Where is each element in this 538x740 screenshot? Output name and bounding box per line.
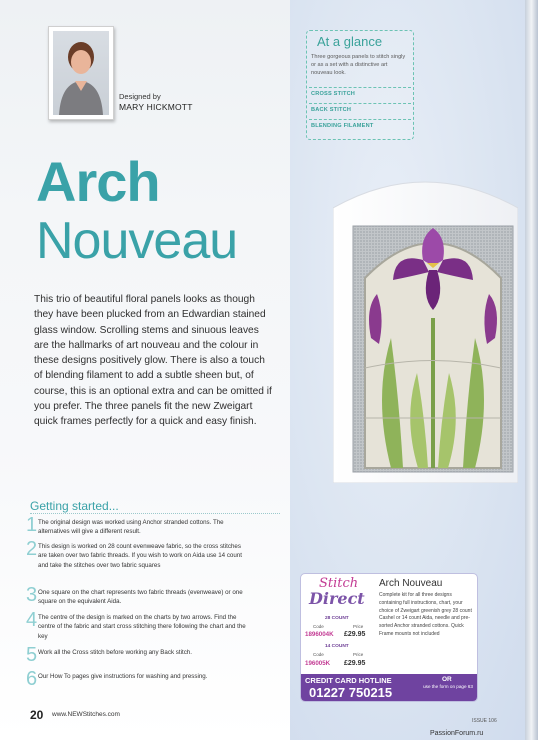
stitch-direct-logo-line2: Direct bbox=[309, 589, 365, 608]
stitched-card-image bbox=[333, 168, 518, 483]
designer-photo bbox=[48, 26, 114, 120]
kit-name: Arch Nouveau bbox=[379, 578, 443, 589]
step-text: The original design was worked using Anchor stranded cottons. The alternatives will give a different result. bbox=[38, 519, 224, 536]
page-title-line1: Arch bbox=[36, 150, 160, 213]
page-number: 20 bbox=[30, 708, 44, 722]
product-code[interactable]: 1896004K bbox=[305, 631, 334, 638]
stitch-direct-price-panel bbox=[301, 574, 375, 674]
getting-started-heading: Getting started... bbox=[30, 499, 119, 513]
code-label: Code bbox=[313, 652, 324, 657]
price-label: Price bbox=[353, 652, 364, 657]
glance-item-label: CROSS STITCH bbox=[311, 91, 356, 97]
credit-card-hotline-bar bbox=[301, 674, 477, 701]
page-spine bbox=[525, 0, 538, 740]
kit-description: Complete kit for all three designs containing full instructions, chart, your choice of Zweigart greenish grey 28 count Cashel or 14 count Aida, needle and pre-sorted Anchor stranded cottons. Quick Frame mounts not included bbox=[379, 592, 472, 637]
designer-name: MARY HICKMOTT bbox=[119, 102, 193, 112]
product-code[interactable]: 196005K bbox=[305, 660, 331, 667]
step-number: 2 bbox=[26, 538, 38, 560]
issue-number: ISSUE 106 bbox=[472, 718, 497, 724]
glance-item-label: BLENDING FILAMENT bbox=[311, 123, 374, 129]
or-label: OR bbox=[442, 676, 452, 683]
website-link[interactable]: www.NEWStitches.com bbox=[52, 711, 120, 718]
hotline-label: CREDIT CARD HOTLINE bbox=[305, 676, 392, 685]
step-number: 1 bbox=[26, 514, 38, 536]
price-label: Price bbox=[353, 624, 364, 629]
step-number: 6 bbox=[26, 668, 38, 690]
at-a-glance-box bbox=[306, 30, 414, 140]
at-a-glance-title: At a glance bbox=[317, 34, 383, 49]
option-heading: 14 COUNT bbox=[325, 644, 349, 649]
getting-started-divider bbox=[30, 513, 280, 514]
designed-by-label: Designed by bbox=[119, 92, 161, 101]
site-watermark: PassionForum.ru bbox=[430, 730, 484, 737]
page-title-line2: Nouveau bbox=[36, 212, 238, 270]
arch-card-illustration bbox=[333, 168, 518, 483]
step-number: 3 bbox=[26, 584, 38, 606]
glance-item-blending-filament bbox=[309, 119, 411, 133]
order-form-note: use the form on page 63 bbox=[423, 684, 473, 689]
stitch-direct-box bbox=[300, 573, 478, 702]
stitch-direct-logo-line1: Stitch bbox=[319, 576, 359, 591]
glance-item-back-stitch bbox=[309, 103, 411, 117]
designer-portrait-image bbox=[53, 31, 109, 115]
product-price: £29.95 bbox=[344, 660, 366, 667]
step-number: 5 bbox=[26, 644, 38, 666]
product-price: £29.95 bbox=[344, 631, 366, 638]
intro-paragraph: This trio of beautiful floral panels looks as though they have been plucked from an Edwardian stained glass window. Scrolling stems and sinuous leaves are the hallmarks of art nouveau and the colour in these designs positively glow. There is also a touch of blending filament to add a subtle sheen but, of course, this is an optional extra and can be omitted if you prefer. The three panels fit the new Zweigart quick frames perfectly for a quick and easy finish. bbox=[34, 294, 272, 428]
step-text: Our How To pages give instructions for washing and pressing. bbox=[38, 673, 208, 680]
glance-item-label: BACK STITCH bbox=[311, 107, 352, 113]
code-label: Code bbox=[313, 624, 324, 629]
step-text: Work all the Cross stitch before working any Back stitch. bbox=[38, 649, 192, 656]
option-heading: 28 COUNT bbox=[325, 616, 349, 621]
step-text: The centre of the design is marked on the charts by two arrows. Find the centre of the fabric and start cross stitching there following the chart and the key bbox=[38, 614, 246, 640]
glance-item-cross-stitch bbox=[309, 87, 411, 101]
step-text: One square on the chart represents two fabric threads (evenweave) or one square on the equivalent Aida. bbox=[38, 589, 243, 606]
hotline-phone[interactable]: 01227 750215 bbox=[309, 685, 393, 700]
step-text: This design is worked on 28 count evenweave fabric, so the cross stitches are taken over two fabric threads. If you wish to work on Aida use 14 count and take the stitches over two fabric squares bbox=[38, 543, 242, 569]
step-number: 4 bbox=[26, 609, 38, 631]
at-a-glance-description: Three gorgeous panels to stitch singly or as a set with a distinctive art nouveau look. bbox=[311, 54, 406, 77]
